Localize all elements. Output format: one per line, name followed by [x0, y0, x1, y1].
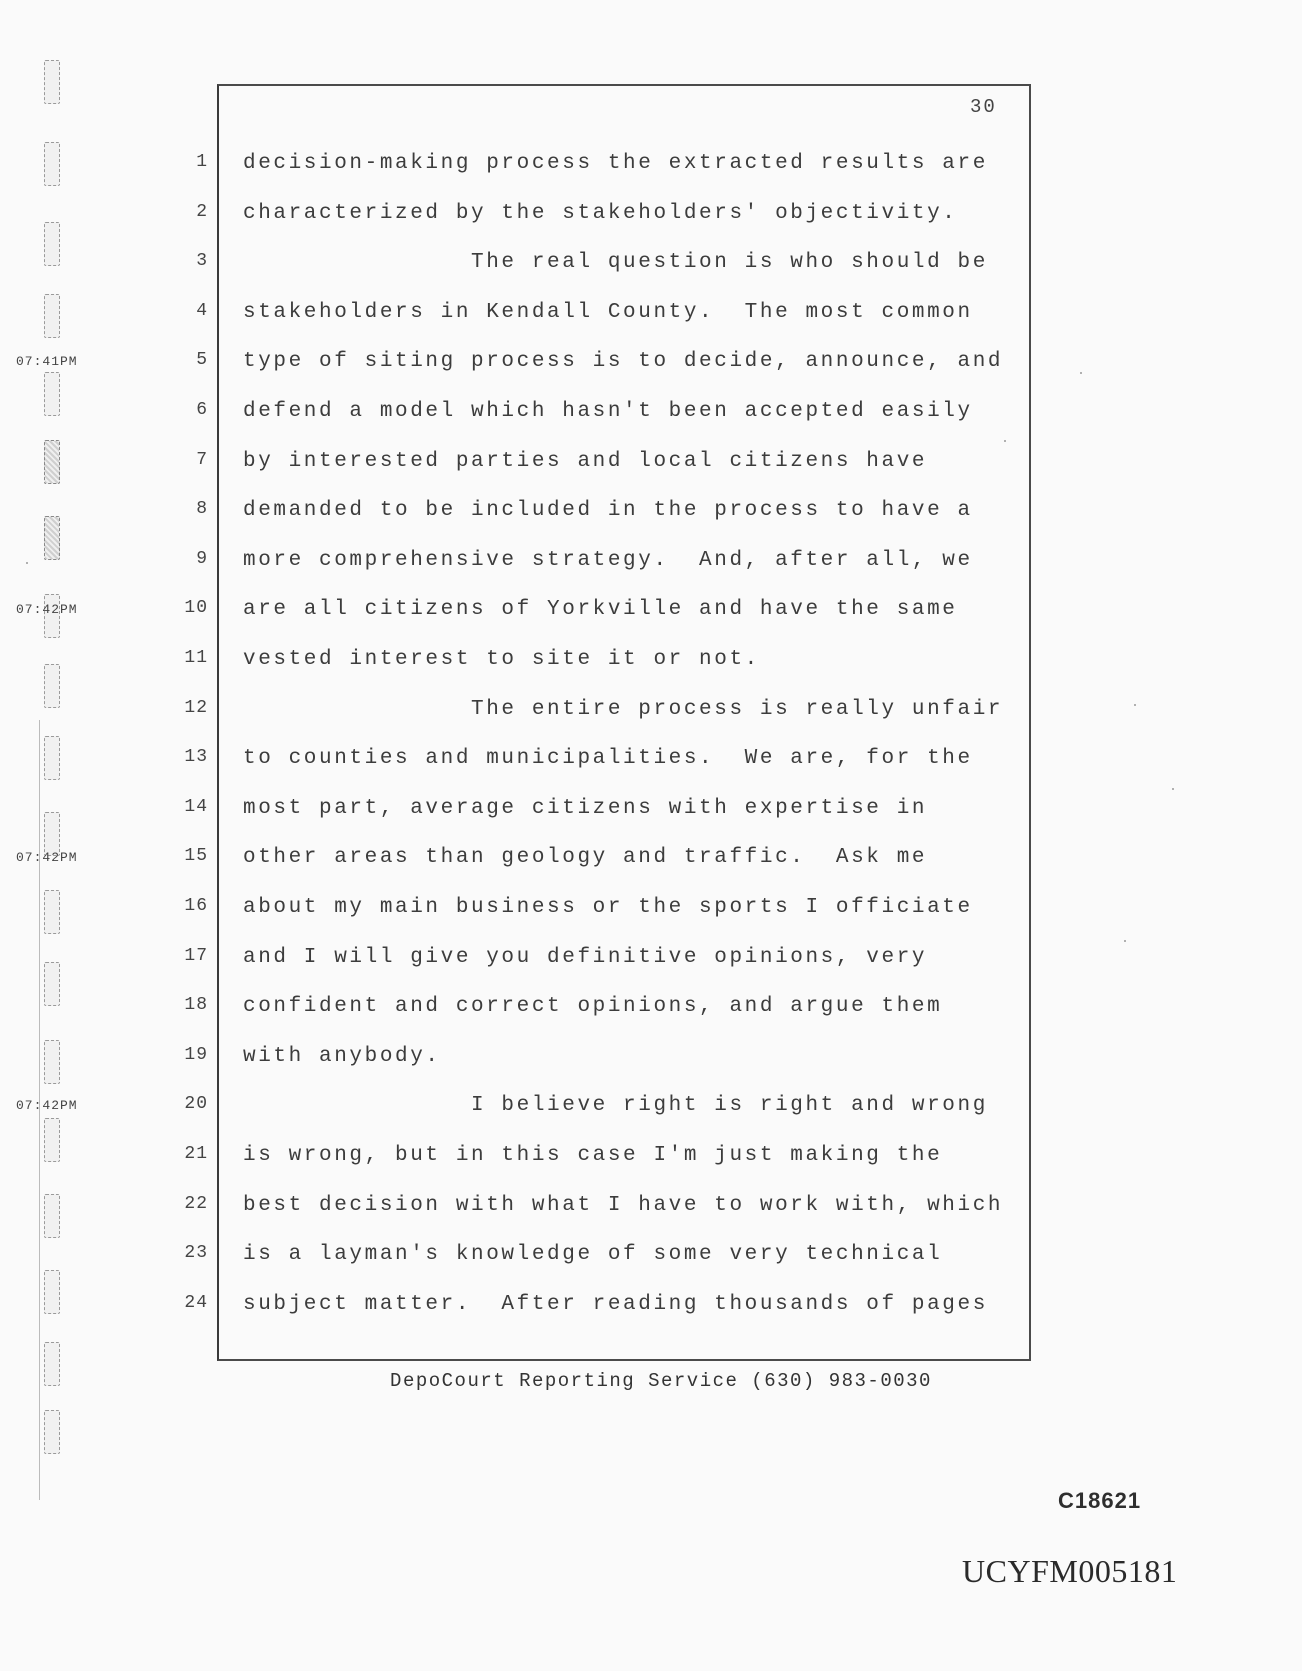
line-text: other areas than geology and traffic. Ask me: [243, 846, 928, 869]
transcript-line: [0, 247, 1040, 287]
line-number: 6: [196, 400, 208, 420]
transcript-line: [0, 793, 1040, 833]
line-text: more comprehensive strategy. And, after all, we: [243, 549, 973, 572]
transcript-line: [0, 991, 1040, 1031]
transcript-line: [0, 198, 1040, 238]
line-text: confident and correct opinions, and argue them: [243, 995, 943, 1018]
transcript-line: [0, 446, 1040, 486]
line-number: 12: [184, 698, 208, 718]
line-timestamp: 07:42PM: [16, 1098, 78, 1113]
line-number: 19: [184, 1045, 208, 1065]
reporting-service-footer: DepoCourt Reporting Service (630) 983-0030: [390, 1370, 932, 1392]
bates-number-small: C18621: [1058, 1488, 1142, 1513]
transcript-line: [0, 1090, 1040, 1130]
transcript-line: [0, 346, 1040, 386]
transcript-line: [0, 1289, 1040, 1329]
line-timestamp: 07:42PM: [16, 602, 78, 617]
line-text: and I will give you definitive opinions, very: [243, 946, 928, 969]
line-text: most part, average citizens with expertise in: [243, 797, 928, 820]
line-text: demanded to be included in the process to have a: [243, 499, 973, 522]
line-text: decision-making process the extracted results are: [243, 152, 988, 175]
transcript-line: [0, 495, 1040, 535]
line-text: The entire process is really unfair: [243, 698, 1004, 721]
line-timestamp: 07:42PM: [16, 850, 78, 865]
scan-speck: [1124, 940, 1126, 942]
line-text: are all citizens of Yorkville and have the same: [243, 598, 958, 621]
line-text: defend a model which hasn't been accepted easily: [243, 400, 973, 423]
scan-speck: [1080, 372, 1082, 374]
scan-speck: [26, 562, 28, 564]
page-number: 30: [970, 96, 997, 118]
line-number: 5: [196, 350, 208, 370]
line-number: 9: [196, 549, 208, 569]
line-number: 4: [196, 301, 208, 321]
line-number: 8: [196, 499, 208, 519]
line-text: characterized by the stakeholders' objectivity.: [243, 202, 958, 225]
line-timestamp: 07:41PM: [16, 354, 78, 369]
line-text: stakeholders in Kendall County. The most common: [243, 301, 973, 324]
line-text: about my main business or the sports I officiate: [243, 896, 973, 919]
binding-mark: [44, 60, 60, 104]
line-text: The real question is who should be: [243, 251, 988, 274]
transcript-line: [0, 148, 1040, 188]
transcript-line: [0, 892, 1040, 932]
line-text: I believe right is right and wrong: [243, 1094, 988, 1117]
transcript-line: [0, 694, 1040, 734]
line-number: 3: [196, 251, 208, 271]
transcript-line: [0, 942, 1040, 982]
line-number: 18: [184, 995, 208, 1015]
line-number: 21: [184, 1144, 208, 1164]
line-text: with anybody.: [243, 1045, 441, 1068]
line-number: 16: [184, 896, 208, 916]
scan-speck: [1004, 440, 1006, 442]
transcript-line: [0, 842, 1040, 882]
line-number: 15: [184, 846, 208, 866]
transcript-line: [0, 594, 1040, 634]
line-text: vested interest to site it or not.: [243, 648, 760, 671]
line-number: 13: [184, 747, 208, 767]
line-number: 14: [184, 797, 208, 817]
line-text: by interested parties and local citizens have: [243, 450, 928, 473]
line-text: subject matter. After reading thousands of pages: [243, 1293, 988, 1316]
transcript-line: [0, 644, 1040, 684]
transcript-line: [0, 743, 1040, 783]
scan-speck: [1134, 704, 1136, 706]
line-number: 1: [196, 152, 208, 172]
line-text: to counties and municipalities. We are, for the: [243, 747, 973, 770]
line-number: 24: [184, 1293, 208, 1313]
line-text: type of siting process is to decide, announce, and: [243, 350, 1004, 373]
transcript-line: [0, 1239, 1040, 1279]
line-number: 20: [184, 1094, 208, 1114]
line-number: 22: [184, 1194, 208, 1214]
transcript-line: [0, 1140, 1040, 1180]
transcript-line: [0, 1041, 1040, 1081]
line-text: best decision with what I have to work with, which: [243, 1194, 1004, 1217]
line-number: 11: [184, 648, 208, 668]
scan-speck: [1172, 788, 1174, 790]
line-text: is wrong, but in this case I'm just making the: [243, 1144, 943, 1167]
transcript-line: [0, 297, 1040, 337]
line-number: 23: [184, 1243, 208, 1263]
bates-number-large: UCYFM005181: [962, 1553, 1178, 1589]
line-number: 7: [196, 450, 208, 470]
line-text: is a layman's knowledge of some very technical: [243, 1243, 943, 1266]
transcript-line: [0, 396, 1040, 436]
transcript-line: [0, 1190, 1040, 1230]
line-number: 17: [184, 946, 208, 966]
transcript-line: [0, 545, 1040, 585]
binding-mark: [44, 1410, 60, 1454]
line-number: 10: [184, 598, 208, 618]
line-number: 2: [196, 202, 208, 222]
